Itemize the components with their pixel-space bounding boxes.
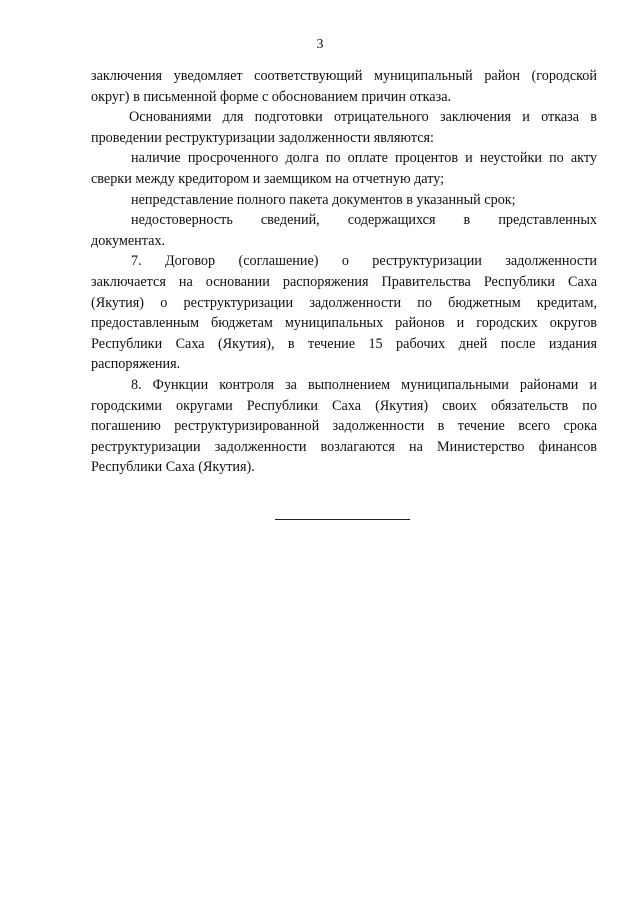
text-line: предоставленным бюджетам муниципальных районов и городских округов [91,315,597,332]
text-line: документах. [91,232,166,249]
text-line: проведении реструктуризации задолженности являются: [91,129,434,146]
text-line: городскими округами Республики Саха (Якутия) своих обязательств по [91,397,597,414]
text-line: Основаниями для подготовки отрицательного заключения и отказа в [129,109,597,126]
text-line: наличие просроченного долга по оплате процентов и неустойки по акту [131,150,597,167]
document-body [91,66,597,478]
text-line: недостоверность сведений, содержащихся в представленных [131,212,597,229]
text-line: сверки между кредитором и заемщиком на отчетную дату; [91,170,445,187]
text-line: 8. Функции контроля за выполнением муниципальными районами и [131,376,597,393]
text-line: распоряжения. [91,356,181,373]
page-number: 3 [316,37,324,52]
text-line: заключения уведомляет соответствующий муниципальный район (городской [91,68,597,84]
text-line: погашению реструктуризированной задолженности в течение всего срока [91,418,597,435]
end-separator-line [275,519,410,520]
text-line: Республики Саха (Якутия), в течение 15 рабочих дней после издания [91,335,597,352]
text-line: (Якутия) о реструктуризации задолженности по бюджетным кредитам, [91,294,597,311]
text-line: непредставление полного пакета документов в указанный срок; [131,191,516,208]
text-line: заключается на основании распоряжения Правительства Республики Саха [91,273,597,290]
text-line: Республики Саха (Якутия). [91,459,255,476]
text-line: округ) в письменной форме с обоснованием причин отказа. [91,88,452,105]
text-line: реструктуризации задолженности возлагаются на Министерство финансов [91,438,597,455]
text-line: 7. Договор (соглашение) о реструктуризации задолженности [131,253,597,270]
